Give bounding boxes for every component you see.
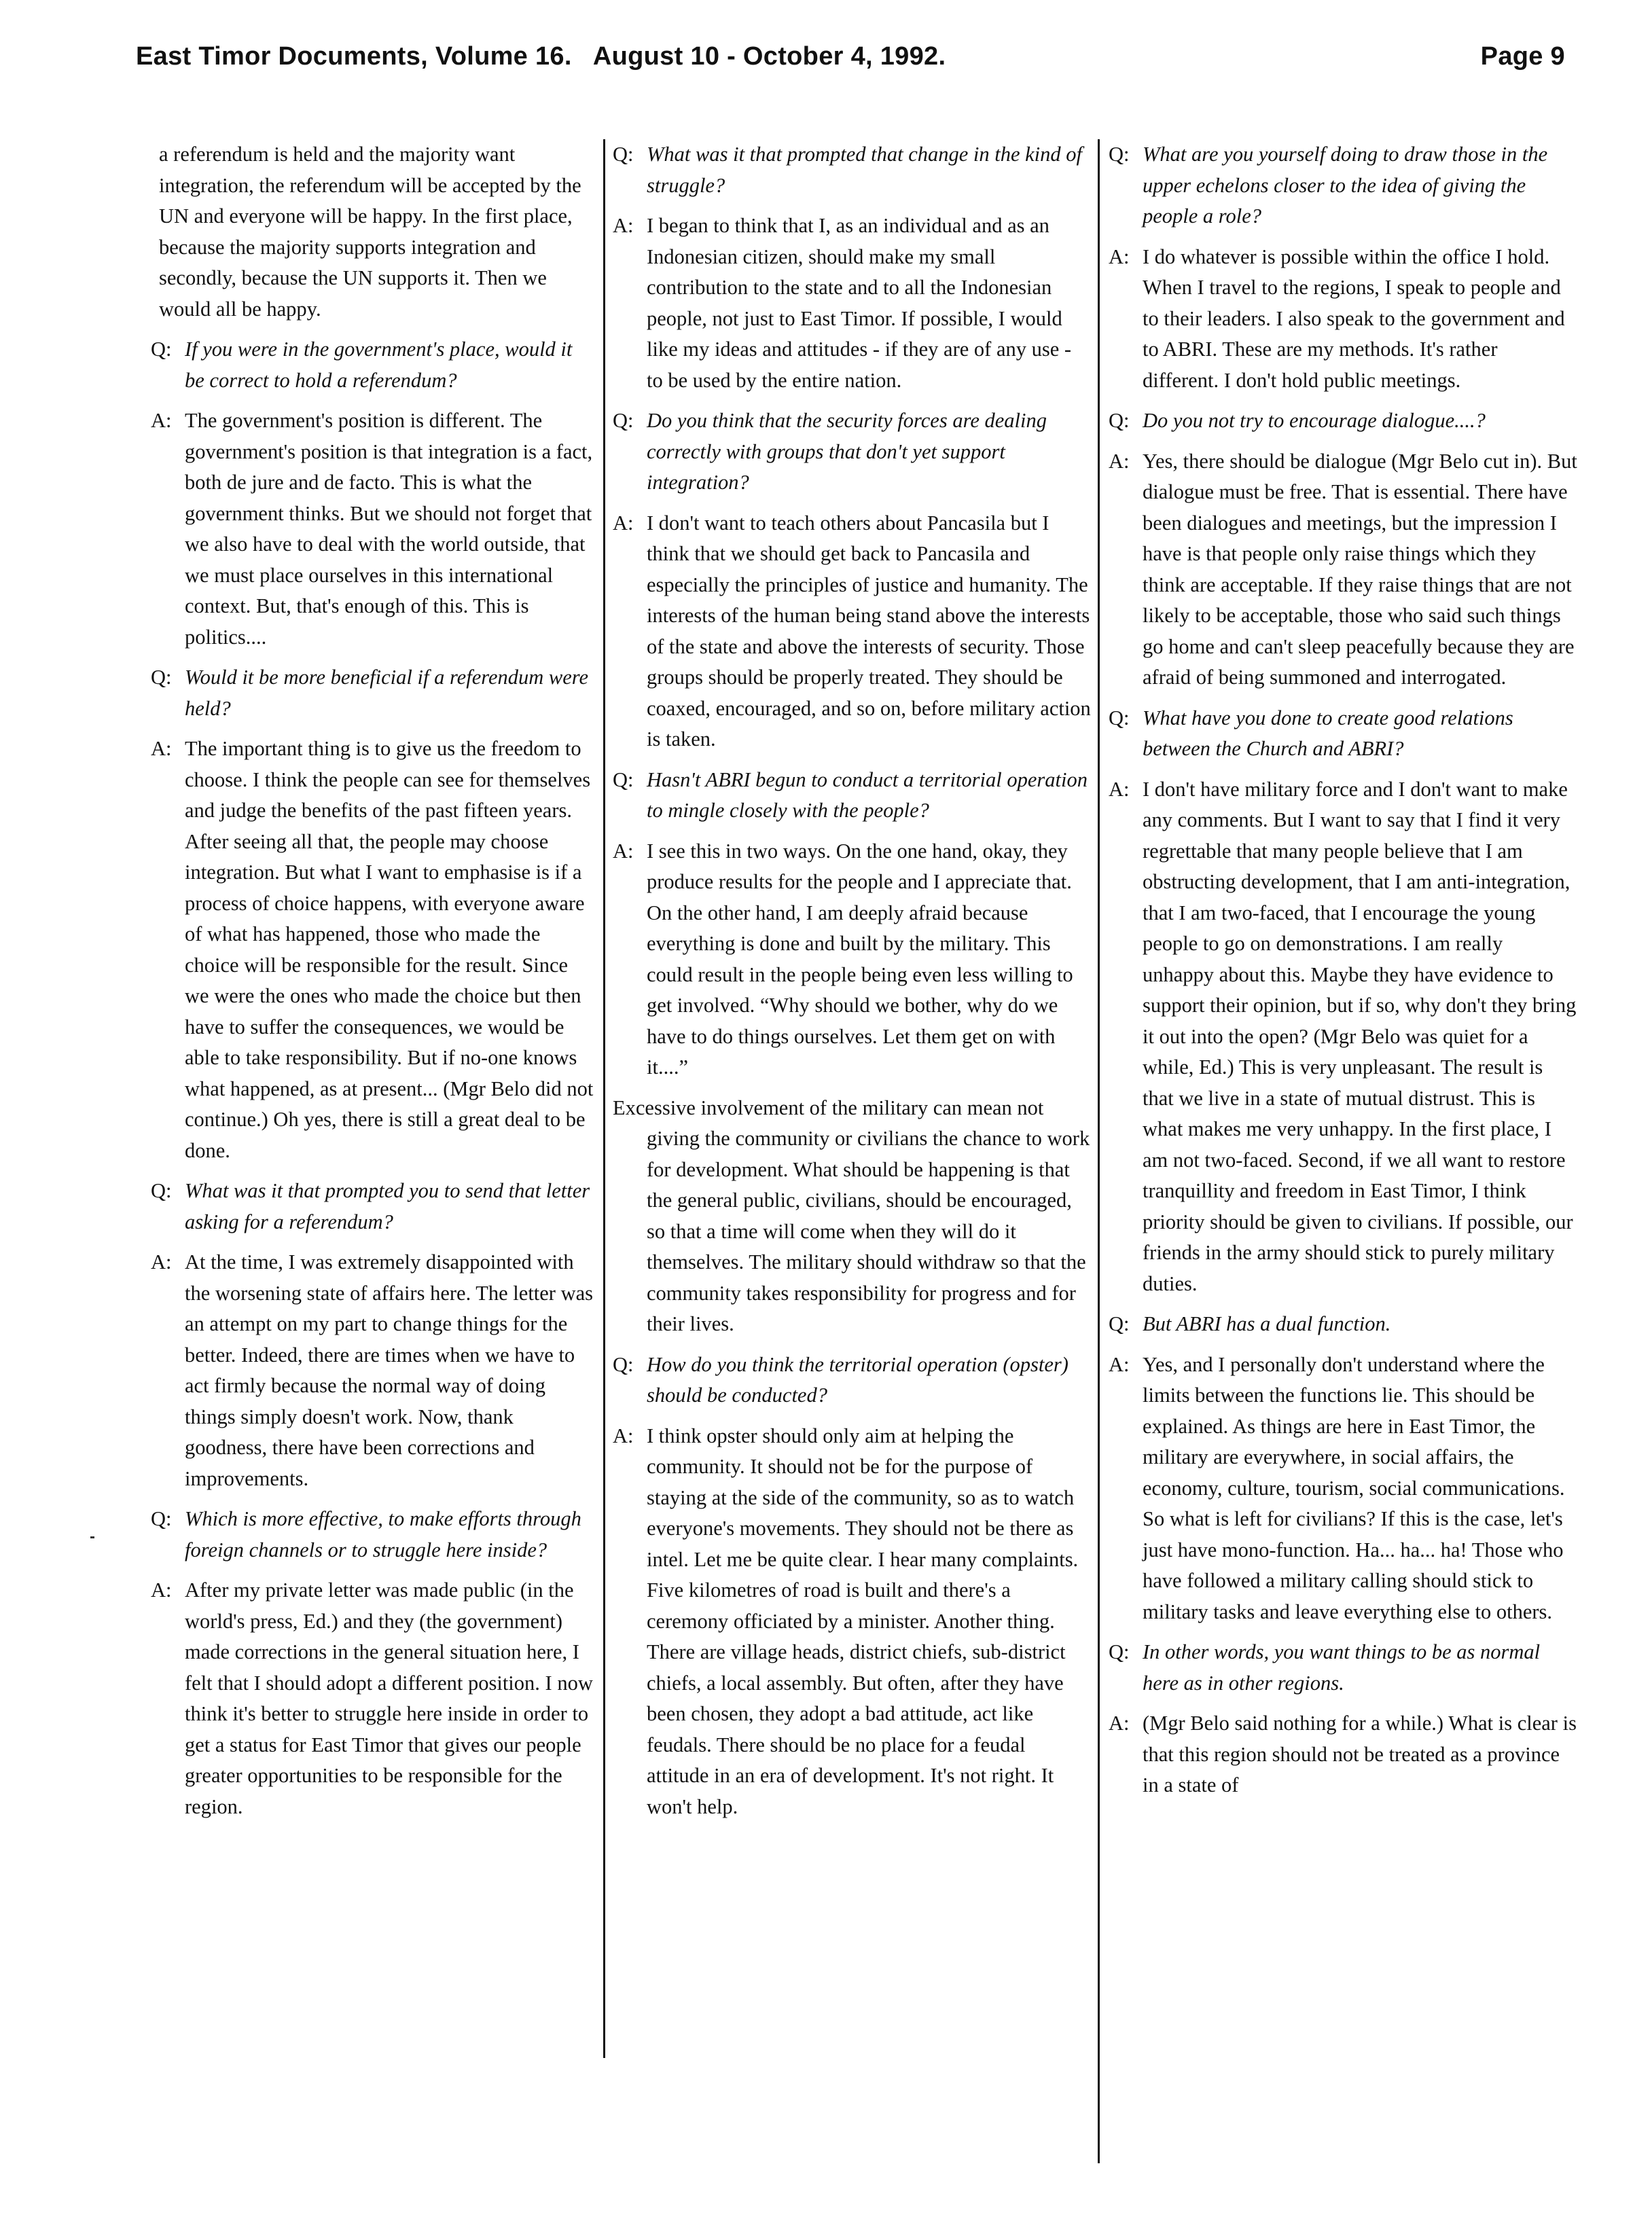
question-label: Q:: [613, 143, 634, 166]
question: [1109, 703, 1577, 765]
answer: [1109, 242, 1577, 397]
answer-text: I see this in two ways. On the one hand, okay, they produce results for the people and I appreciate that. On the other hand, I am deeply afraid because everything is done and built by the military. This could result in the people being even less willing to get involved. “Why should we bother, why do we have to do things ourselves. Let them get on with it....”: [647, 839, 1073, 1079]
question-label: Q:: [1109, 706, 1130, 729]
question-label: Q:: [1109, 409, 1130, 432]
answer: [613, 211, 1092, 396]
question-label: Q:: [151, 1507, 172, 1530]
question-text: How do you think the territorial operation (opster) should be conducted?: [647, 1352, 1069, 1407]
question-text: What are you yourself doing to draw those in the upper echelons closer to the idea of giving the people a role?: [1143, 143, 1548, 228]
question-text: What have you done to create good relations between the Church and ABRI?: [1143, 706, 1513, 760]
column-2: [613, 139, 1092, 1832]
question: [151, 1504, 596, 1566]
question: [1109, 1637, 1577, 1699]
answer: [1109, 1708, 1577, 1801]
answer: [613, 836, 1092, 1083]
answer-text: The important thing is to give us the freedom to choose. I think the people can see for themselves and judge the benefits of the past fifteen years. After seeing all that, the people may choose integration. But what I want to emphasise is if a process of choice happens, with everyone aware of what has happened, those who made the choice will be responsible for the result. Since we were the ones who made the choice but then have to suffer the consequences, we would be able to take responsibility. But if no-one knows what happened, as at present... (Mgr Belo did not continue.) Oh yes, there is still a great deal to be done.: [185, 737, 594, 1162]
answer-label: A:: [1109, 245, 1130, 268]
answer-label: A:: [151, 1250, 172, 1274]
question: [1109, 405, 1577, 437]
question: [151, 334, 596, 396]
question-label: Q:: [151, 666, 172, 689]
question: [613, 139, 1092, 201]
answer-text: Yes, and I personally don't understand where the limits between the functions lie. This should be explained. As things are here in East Timor, the military are everywhere, in social affairs, the economy, culture, tourism, social communications. So what is left for civilians? If this is the case, let's just have mono-function. Ha... ha... ha! Those who have followed a military calling should stick to military tasks and leave everything else to others.: [1143, 1352, 1565, 1623]
question: [151, 662, 596, 724]
column-3: [1109, 139, 1577, 1811]
running-title: East Timor Documents, Volume 16. August 10 - October 4, 1992.: [136, 42, 946, 71]
question: [613, 765, 1092, 827]
answer: [613, 1421, 1092, 1823]
answer-text: I think opster should only aim at helping the community. It should not be for the purpose of staying at the side of the community, so as to watch everyone's movements. They should not be there as intel. Let me be quite clear. I hear many complaints. Five kilometres of road is built and there's a ceremony officiated by a minister. Another thing. There are village heads, district chiefs, sub-district chiefs, a local assembly. But often, after they have been chosen, they adopt a bad attitude, act like feudals. There should be no place for a feudal attitude in an era of development. It's not right. It won't help.: [647, 1424, 1079, 1818]
question-label: Q:: [1109, 1312, 1130, 1335]
answer-label: A:: [1109, 1352, 1130, 1376]
question-text: Which is more effective, to make efforts through foreign channels or to struggle here inside?: [185, 1507, 581, 1561]
answer-text: I do whatever is possible within the office I hold. When I travel to the regions, I speak to people and to their leaders. I also speak to the government and to ABRI. These are my methods. It's rather different. I don't hold public meetings.: [1143, 245, 1565, 392]
answer: [1109, 1350, 1577, 1628]
answer: [1109, 774, 1577, 1300]
answer: [151, 405, 596, 653]
question-text: But ABRI has a dual function.: [1143, 1312, 1391, 1335]
answer-text: I don't have military force and I don't want to make any comments. But I want to say that I find it very regrettable that many people believe that I am obstructing development, that I am anti-integration, that I am two-faced, that I encourage the young people to go on demonstrations. I am really unhappy about this. Maybe they have evidence to support their opinion, but if so, why don't they bring it out into the open? (Mgr Belo was quiet for a while, Ed.) This is very unpleasant. The result is that we live in a state of mutual distrust. This is what makes me very unhappy. In the first place, I am not two-faced. Second, if we all want to restore tranquillity and freedom in East Timor, I think priority should be given to civilians. If possible, our friends in the army should stick to purely military duties.: [1143, 777, 1577, 1295]
answer: [151, 1247, 596, 1494]
paragraph: Excessive involvement of the military can mean not giving the community or civilians the chance to work for development. What should be happening is that the general public, civilians, should be encouraged, so that a time will come when they will do it themselves. The military should withdraw so that the community takes responsibility for progress and for their lives.: [613, 1096, 1090, 1335]
answer-label: A:: [1109, 449, 1130, 473]
question-label: Q:: [1109, 1640, 1130, 1663]
question: [1109, 139, 1577, 232]
question-text: In other words, you want things to be as normal here as in other regions.: [1143, 1640, 1541, 1695]
answer-text: I began to think that I, as an individual and as an Indonesian citizen, should make my small contribution to the state and to all the Indonesian people, not just to East Timor. If possible, I would like my ideas and attitudes - if they are of any use - to be used by the entire nation.: [647, 214, 1072, 392]
answer: [151, 1575, 596, 1822]
answer-label: A:: [1109, 1712, 1130, 1735]
answer-label: A:: [151, 409, 172, 432]
question-text: Do you not try to encourage dialogue....?: [1143, 409, 1486, 432]
page-number: Page 9: [1480, 42, 1565, 71]
answer-text: Yes, there should be dialogue (Mgr Belo cut in). But dialogue must be free. That is essential. There have been dialogues and meetings, but the impression I have is that people only raise things which they think are acceptable. If they raise things that are not likely to be acceptable, those who said such things go home and can't sleep peacefully because they are afraid of being summoned and interrogated.: [1143, 449, 1577, 689]
question-text: Do you think that the security forces are dealing correctly with groups that don't yet support integration?: [647, 409, 1047, 494]
answer-text: I don't want to teach others about Pancasila but I think that we should get back to Pancasila and especially the principles of justice and humanity. The interests of the human being stand above the interests of the state and above the interests of security. Those groups should be properly treated. They should be coaxed, encouraged, and so on, before military action is taken.: [647, 511, 1091, 751]
answer-label: A:: [613, 511, 634, 535]
page-header: [136, 42, 1565, 83]
answer: [151, 734, 596, 1166]
question: [151, 1176, 596, 1238]
column-divider: [603, 139, 605, 2058]
answer-label: A:: [151, 737, 172, 760]
answer: [1109, 446, 1577, 693]
continued-answer: a referendum is held and the majority want integration, the referendum will be accepted by the UN and everyone will be happy. In the first place, because the majority supports integration and secondly, because the UN supports it. Then we would all be happy.: [159, 143, 581, 321]
question-text: Would it be more beneficial if a referendum were held?: [185, 666, 589, 720]
question: [613, 405, 1092, 499]
question-label: Q:: [151, 338, 172, 361]
column-divider: [1098, 139, 1100, 2163]
column-1: [151, 139, 596, 1832]
scan-mark: [90, 1536, 94, 1538]
question-label: Q:: [613, 409, 634, 432]
question-label: Q:: [151, 1179, 172, 1202]
question: [1109, 1309, 1577, 1340]
question: [613, 1350, 1092, 1411]
question-label: Q:: [613, 768, 634, 791]
question-text: Hasn't ABRI begun to conduct a territorial operation to mingle closely with the people?: [647, 768, 1088, 822]
answer-label: A:: [613, 839, 634, 863]
answer-text: The government's position is different. The government's position is that integration is a fact, both de jure and de facto. This is what the government thinks. But we should not forget that we also have to deal with the world outside, that we must place ourselves in this international context. But, that's enough of this. This is politics....: [185, 409, 593, 649]
answer-label: A:: [613, 214, 634, 237]
question-label: Q:: [1109, 143, 1130, 166]
question-text: If you were in the government's place, would it be correct to hold a referendum?: [185, 338, 573, 392]
answer-text: After my private letter was made public (in the world's press, Ed.) and they (the government) made corrections in the general situation here, I felt that I should adopt a different position. I now think it's better to struggle here inside in order to get a status for East Timor that gives our people greater opportunities to be responsible for the region.: [185, 1578, 593, 1818]
question-text: What was it that prompted you to send that letter asking for a referendum?: [185, 1179, 590, 1233]
answer: [613, 508, 1092, 755]
answer-label: A:: [151, 1578, 172, 1602]
question-text: What was it that prompted that change in the kind of struggle?: [647, 143, 1083, 197]
answer-text: (Mgr Belo said nothing for a while.) What is clear is that this region should not be treated as a province in a state of: [1143, 1712, 1577, 1796]
question-label: Q:: [613, 1352, 634, 1376]
answer-text: At the time, I was extremely disappointed with the worsening state of affairs here. The letter was an attempt on my part to change things for the better. Indeed, there are times when we have to act firmly because the normal way of doing things simply doesn't work. Now, thank goodness, there have been corrections and improvements.: [185, 1250, 594, 1490]
answer-label: A:: [1109, 777, 1130, 801]
answer-label: A:: [613, 1424, 634, 1447]
